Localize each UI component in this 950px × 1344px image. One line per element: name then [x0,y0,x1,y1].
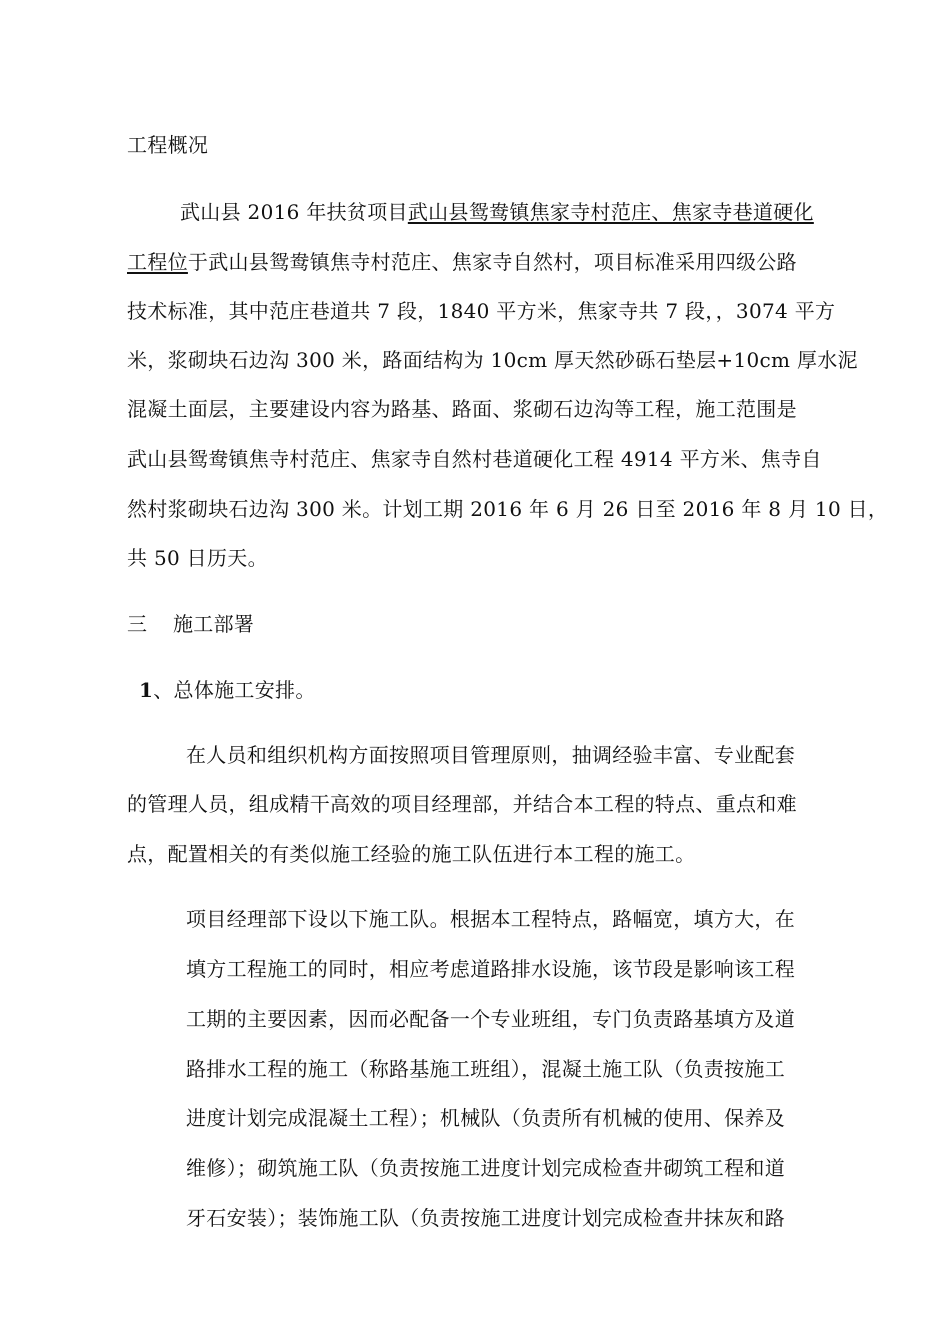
arrangement-line-2: 的管理人员，组成精干高效的项目经理部，并结合本工程的特点、重点和难 [127,792,797,816]
overview-line-1 [180,198,814,226]
teams-line-3: 工期的主要因素，因而必配备一个专业班组，专门负责路基填方及道 [186,1007,795,1031]
overview-line-2 [127,248,797,276]
section-title: 施工部署 [173,612,255,636]
overview-line-8: 共 50 日历天。 [127,546,268,570]
teams-line-7: 牙石安装）；装饰施工队（负责按施工进度计划完成检查井抹灰和路 [186,1206,785,1230]
project-name-underlined-cont: 工程位 [127,250,188,274]
arrangement-line-1: 在人员和组织机构方面按照项目管理原则，抽调经验丰富、专业配套 [186,743,795,767]
arrangement-line-3: 点，配置相关的有类似施工经验的施工队伍进行本工程的施工。 [127,842,696,866]
subsection-title: 、总体施工安排。 [153,678,316,702]
overview-line-5: 混凝土面层，主要建设内容为路基、路面、浆砌石边沟等工程，施工范围是 [127,397,797,421]
overview-line-2-text: 于武山县鸳鸯镇焦寺村范庄、焦家寺自然村，项目标准采用四级公路 [187,250,797,274]
section-number: 三 [127,612,148,636]
teams-line-4: 路排水工程的施工（称路基施工班组），混凝土施工队（负责按施工 [186,1057,785,1081]
teams-line-1: 项目经理部下设以下施工队。根据本工程特点，路幅宽，填方大，在 [186,907,795,931]
overview-line-6: 武山县鸳鸯镇焦寺村范庄、焦家寺自然村巷道硬化工程 4914 平方米、焦寺自 [127,447,822,471]
overview-line-3: 技术标准，其中范庄巷道共 7 段，1840 平方米，焦家寺共 7 段，，3074 平方 [127,299,836,323]
project-name-underlined: 武山县鸳鸯镇焦家寺村范庄、焦家寺巷道硬化 [407,200,814,224]
overview-line-7: 然村浆砌块石边沟 300 米。计划工期 2016 年 6 月 26 日至 2016 年 8 月 10 日， [127,497,889,521]
subsection-number: 1 [139,678,154,702]
section-three-heading [127,610,254,638]
overview-line-4: 米，浆砌块石边沟 300 米，路面结构为 10cm 厚天然砂砾石垫层+10cm 厚水泥 [127,348,858,372]
subsection-one-heading [139,676,316,704]
overview-line-1-text: 武山县 2016 年扶贫项目 [180,200,408,224]
heading-overview: 工程概况 [127,133,209,157]
teams-line-2: 填方工程施工的同时，相应考虑道路排水设施，该节段是影响该工程 [186,957,795,981]
teams-line-5: 进度计划完成混凝土工程）；机械队（负责所有机械的使用、保养及 [186,1106,785,1130]
teams-line-6: 维修）；砌筑施工队（负责按施工进度计划完成检查井砌筑工程和道 [186,1156,785,1180]
